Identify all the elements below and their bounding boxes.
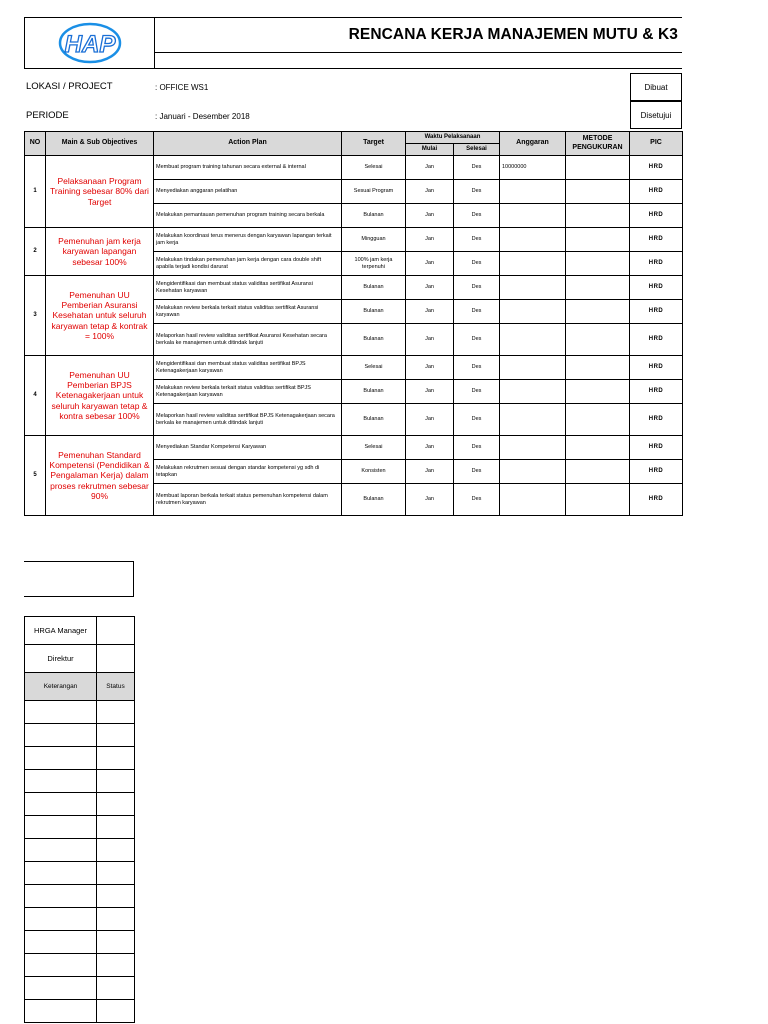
start-cell: Jan: [406, 204, 454, 228]
method-cell: [566, 276, 630, 300]
col-target: Target: [342, 132, 406, 156]
table-row: [25, 436, 683, 460]
side-row: [25, 1000, 135, 1023]
side-row: [25, 793, 135, 816]
status-cell: [97, 747, 135, 770]
objective-text: Pemenuhan jam kerja karyawan lapangan sebesar 100%: [46, 228, 154, 276]
pic-cell: HRD: [630, 356, 683, 380]
target-cell: Bulanan: [342, 380, 406, 404]
side-row: [25, 931, 135, 954]
side-top-box: [24, 561, 134, 597]
start-cell: Jan: [406, 276, 454, 300]
action-plan-cell: Melakukan koordinasi terus menerus dengan karyawan lapangan terkait jam kerja: [154, 228, 342, 252]
work-plan-table: [24, 131, 683, 516]
pic-cell: HRD: [630, 460, 683, 484]
table-row: [25, 156, 683, 180]
pic-cell: HRD: [630, 436, 683, 460]
side-row: [25, 816, 135, 839]
start-cell: Jan: [406, 300, 454, 324]
keterangan-cell: [25, 1000, 97, 1023]
keterangan-cell: [25, 862, 97, 885]
method-cell: [566, 356, 630, 380]
status-cell: [97, 931, 135, 954]
target-cell: Bulanan: [342, 276, 406, 300]
method-cell: [566, 324, 630, 356]
budget-cell: [500, 380, 566, 404]
pic-cell: HRD: [630, 380, 683, 404]
keterangan-header: Keterangan: [25, 673, 97, 701]
keterangan-cell: [25, 885, 97, 908]
col-mulai: Mulai: [406, 144, 454, 156]
keterangan-cell: [25, 793, 97, 816]
keterangan-cell: [25, 977, 97, 1000]
page-title: RENCANA KERJA MANAJEMEN MUTU & K3: [348, 26, 678, 43]
end-cell: Des: [454, 404, 500, 436]
objective-number: 3: [25, 276, 46, 356]
keterangan-cell: [25, 770, 97, 793]
status-cell: [97, 770, 135, 793]
objective-number: 1: [25, 156, 46, 228]
end-cell: Des: [454, 356, 500, 380]
period-label: PERIODE: [26, 110, 69, 121]
start-cell: Jan: [406, 460, 454, 484]
status-cell: [97, 724, 135, 747]
action-plan-cell: Melakukan pemantauan pemenuhan program training secara berkala: [154, 204, 342, 228]
action-plan-cell: Mengidentifikasi dan membuat status validitas sertifikat Asuransi Kesehatan karyawan: [154, 276, 342, 300]
keterangan-cell: [25, 908, 97, 931]
method-cell: [566, 228, 630, 252]
pic-cell: HRD: [630, 228, 683, 252]
start-cell: Jan: [406, 156, 454, 180]
made-by-label: Dibuat: [644, 82, 668, 92]
table-body: [25, 156, 683, 516]
target-cell: Selesai: [342, 436, 406, 460]
objective-text: Pemenuhan UU Pemberian Asuransi Kesehatan untuk seluruh karyawan tetap & kontrak = 100%: [46, 276, 154, 356]
action-plan-cell: Menyediakan anggaran pelatihan: [154, 180, 342, 204]
objective-number: 2: [25, 228, 46, 276]
status-cell: [97, 701, 135, 724]
location-label: LOKASI / PROJECT: [26, 81, 113, 92]
target-cell: 100% jam kerja terpenuhi: [342, 252, 406, 276]
end-cell: Des: [454, 460, 500, 484]
side-row: [25, 839, 135, 862]
side-row: [25, 747, 135, 770]
pic-cell: HRD: [630, 180, 683, 204]
objective-text: Pemenuhan UU Pemberian BPJS Ketenagakerjaan untuk seluruh karyawan tetap & kontra sebesar 100%: [46, 356, 154, 436]
end-cell: Des: [454, 180, 500, 204]
start-cell: Jan: [406, 228, 454, 252]
col-anggaran: Anggaran: [500, 132, 566, 156]
target-cell: Konsisten: [342, 460, 406, 484]
col-objective: Main & Sub Objectives: [46, 132, 154, 156]
method-cell: [566, 404, 630, 436]
target-cell: Selesai: [342, 356, 406, 380]
col-no: NO: [25, 132, 46, 156]
objective-text: Pelaksanaan Program Training sebesar 80% dari Target: [46, 156, 154, 228]
pic-cell: HRD: [630, 276, 683, 300]
status-cell: [97, 793, 135, 816]
table-row: [25, 356, 683, 380]
company-logo: [24, 17, 155, 69]
start-cell: Jan: [406, 404, 454, 436]
method-cell: [566, 380, 630, 404]
start-cell: Jan: [406, 380, 454, 404]
status-cell: [97, 977, 135, 1000]
objective-number: 4: [25, 356, 46, 436]
budget-cell: [500, 484, 566, 516]
side-row: [25, 885, 135, 908]
action-plan-cell: Melaporkan hasil review validitas sertifikat BPJS Ketenagakerjaan secara berkala ke manajemen untuk ditindak lanjuti: [154, 404, 342, 436]
col-pic: PIC: [630, 132, 683, 156]
status-cell: [97, 954, 135, 977]
budget-cell: [500, 300, 566, 324]
status-cell: [97, 1000, 135, 1023]
start-cell: Jan: [406, 356, 454, 380]
keterangan-cell: [25, 747, 97, 770]
method-cell: [566, 460, 630, 484]
objective-number: 5: [25, 436, 46, 516]
end-cell: Des: [454, 156, 500, 180]
end-cell: Des: [454, 204, 500, 228]
start-cell: Jan: [406, 252, 454, 276]
budget-cell: [500, 460, 566, 484]
side-body: [25, 701, 135, 1023]
title-divider: [155, 52, 682, 53]
end-cell: Des: [454, 252, 500, 276]
start-cell: Jan: [406, 436, 454, 460]
target-cell: Bulanan: [342, 404, 406, 436]
end-cell: Des: [454, 436, 500, 460]
method-cell: [566, 252, 630, 276]
side-row: [25, 701, 135, 724]
start-cell: Jan: [406, 484, 454, 516]
target-cell: Mingguan: [342, 228, 406, 252]
table-row: [25, 228, 683, 252]
direktur-label: Direktur: [25, 645, 97, 673]
target-cell: Bulanan: [342, 324, 406, 356]
action-plan-cell: Menyediakan Standar Kompetensi Karyawan: [154, 436, 342, 460]
method-cell: [566, 436, 630, 460]
budget-cell: 10000000: [500, 156, 566, 180]
location-value: : OFFICE WS1: [155, 83, 209, 92]
start-cell: Jan: [406, 180, 454, 204]
status-cell: [97, 862, 135, 885]
made-by-box: [630, 73, 682, 101]
budget-cell: [500, 356, 566, 380]
pic-cell: HRD: [630, 404, 683, 436]
method-cell: [566, 204, 630, 228]
approval-table: [24, 616, 135, 1023]
keterangan-cell: [25, 701, 97, 724]
action-plan-cell: Melakukan review berkala terkait status validitas sertifikat BPJS Ketenagakerjaan karyawan: [154, 380, 342, 404]
hrga-manager-sign: [97, 617, 135, 645]
end-cell: Des: [454, 300, 500, 324]
pic-cell: HRD: [630, 252, 683, 276]
hrga-manager-label: HRGA Manager: [25, 617, 97, 645]
budget-cell: [500, 252, 566, 276]
action-plan-cell: Melakukan tindakan pemenuhan jam kerja dengan cara double shift apabila terjadi kondisi darurat: [154, 252, 342, 276]
status-cell: [97, 839, 135, 862]
status-cell: [97, 816, 135, 839]
side-row: [25, 724, 135, 747]
method-cell: [566, 300, 630, 324]
method-cell: [566, 180, 630, 204]
logo-cell: [24, 17, 155, 69]
target-cell: Selesai: [342, 156, 406, 180]
budget-cell: [500, 404, 566, 436]
col-action: Action Plan: [154, 132, 342, 156]
approved-by-label: Disetujui: [640, 110, 672, 120]
end-cell: Des: [454, 324, 500, 356]
budget-cell: [500, 436, 566, 460]
target-cell: Bulanan: [342, 484, 406, 516]
target-cell: Bulanan: [342, 204, 406, 228]
side-row: [25, 908, 135, 931]
keterangan-cell: [25, 931, 97, 954]
action-plan-cell: Membuat laporan berkala terkait status pemenuhan kompetensi dalam rekrutmen karyawan: [154, 484, 342, 516]
budget-cell: [500, 180, 566, 204]
target-cell: Bulanan: [342, 300, 406, 324]
action-plan-cell: Membuat program training tahunan secara external & internal: [154, 156, 342, 180]
period-value: : Januari - Desember 2018: [155, 112, 250, 121]
budget-cell: [500, 228, 566, 252]
action-plan-cell: Melakukan review berkala terkait status validitas sertifikat Asuransi karyawan: [154, 300, 342, 324]
keterangan-cell: [25, 816, 97, 839]
col-selesai: Selesai: [454, 144, 500, 156]
pic-cell: HRD: [630, 156, 683, 180]
col-metode: METODE PENGUKURAN: [566, 132, 630, 156]
side-row: [25, 770, 135, 793]
action-plan-cell: Mengidentifikasi dan membuat status validitas sertifikat BPJS Ketenagakerjaan karyawan: [154, 356, 342, 380]
method-cell: [566, 484, 630, 516]
table-row: [25, 276, 683, 300]
keterangan-cell: [25, 839, 97, 862]
end-cell: Des: [454, 228, 500, 252]
action-plan-cell: Melaporkan hasil review validitas sertifikat Asuransi Kesehatan secara berkala ke manajemen untuk ditindak lanjuti: [154, 324, 342, 356]
side-row: [25, 977, 135, 1000]
status-cell: [97, 885, 135, 908]
target-cell: Sesuai Program: [342, 180, 406, 204]
pic-cell: HRD: [630, 324, 683, 356]
method-cell: [566, 156, 630, 180]
budget-cell: [500, 324, 566, 356]
direktur-sign: [97, 645, 135, 673]
end-cell: Des: [454, 380, 500, 404]
budget-cell: [500, 204, 566, 228]
keterangan-cell: [25, 724, 97, 747]
end-cell: Des: [454, 276, 500, 300]
approved-by-box: [630, 101, 682, 129]
keterangan-cell: [25, 954, 97, 977]
pic-cell: HRD: [630, 484, 683, 516]
budget-cell: [500, 276, 566, 300]
pic-cell: HRD: [630, 204, 683, 228]
logo-text: HAP: [64, 31, 116, 58]
status-header: Status: [97, 673, 135, 701]
col-waktu: Waktu Pelaksanaan: [406, 132, 500, 144]
end-cell: Des: [454, 484, 500, 516]
side-row: [25, 954, 135, 977]
pic-cell: HRD: [630, 300, 683, 324]
action-plan-cell: Melakukan rekrutmen sesuai dengan standar kompetensi yg sdh di tetapkan: [154, 460, 342, 484]
side-row: [25, 862, 135, 885]
start-cell: Jan: [406, 324, 454, 356]
objective-text: Pemenuhan Standard Kompetensi (Pendidikan & Pengalaman Kerja) dalam proses rekrutmen sebesar 90%: [46, 436, 154, 516]
status-cell: [97, 908, 135, 931]
